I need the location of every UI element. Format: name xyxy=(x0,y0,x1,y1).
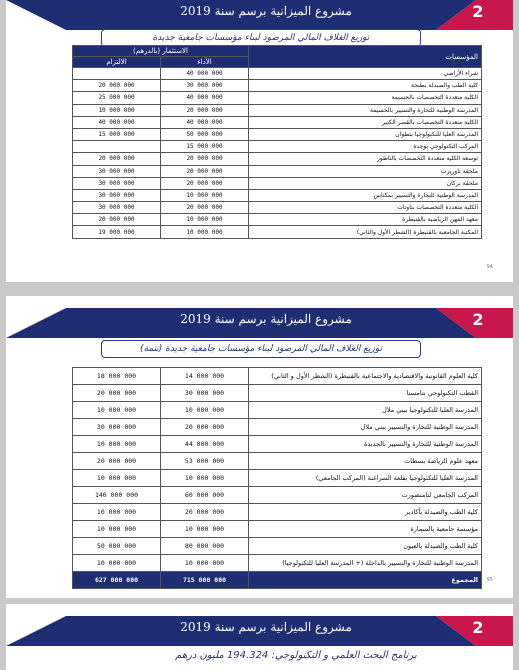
table-row xyxy=(73,116,482,128)
commitment-cell: 10 000 000 xyxy=(73,555,161,572)
institution-cell: المدرسة الوطنية للتجارة والتسيير بالداخلة (+ المدرسة العليا للتكنولوجيا) xyxy=(249,555,482,572)
page-number: 95 xyxy=(486,577,493,583)
institution-cell: المدرسة الوطنية للتجارة والتسيير ببني ملال xyxy=(249,419,482,436)
page-number: 94 xyxy=(486,264,493,270)
institution-cell: شراء الأراضي xyxy=(249,68,482,80)
performance-cell: 10 000 000 xyxy=(161,470,249,487)
performance-cell: 40 000 000 xyxy=(161,92,249,104)
commitment-cell: 20 000 000 xyxy=(73,80,161,92)
commitment-cell: 10 000 000 xyxy=(73,470,161,487)
institution-cell: ملحقة تاوريرت xyxy=(249,165,482,177)
page-banner xyxy=(6,616,513,646)
page-banner xyxy=(6,0,513,30)
performance-cell: 40 000 000 xyxy=(161,116,249,128)
table-row xyxy=(73,521,482,538)
banner-title: مشروع الميزانية برسم سنة 2019 xyxy=(180,312,352,326)
investment-table-body xyxy=(73,368,482,589)
commitment-cell: 10 000 000 xyxy=(73,504,161,521)
commitment-cell: 18 000 000 xyxy=(73,368,161,385)
commitment-cell: 20 000 000 xyxy=(73,214,161,226)
total-performance: 715 000 000 xyxy=(161,572,249,589)
institution-cell: المدرسة الوطنية للتجارة والتسيير بالحسيمة xyxy=(249,104,482,116)
research-program-line: برنامج البحث العلمي و التكنولوجي: 194.324 مليون درهم xyxy=(175,650,417,661)
budget-page-95 xyxy=(6,296,513,598)
institution-cell: المكتبة الجامعية بالقنيطرة (الشطر الأول والثاني) xyxy=(249,226,482,238)
commitment-cell: 10 000 000 xyxy=(73,402,161,419)
commitment-cell: 40 000 000 xyxy=(73,116,161,128)
institution-cell: توسعة الكلية متعددة التخصصات بالناظور xyxy=(249,153,482,165)
performance-cell: 10 000 000 xyxy=(161,226,249,238)
budget-page-96 xyxy=(6,604,513,670)
commitment-cell: 30 000 000 xyxy=(73,189,161,201)
institution-cell: الكلية متعددة التخصصات بالحسيمة xyxy=(249,92,482,104)
table-row xyxy=(73,214,482,226)
commitment-cell: 20 000 000 xyxy=(73,153,161,165)
commitment-cell: 30 000 000 xyxy=(73,419,161,436)
institution-cell: القطب التكنولوجي بتامسنا xyxy=(249,385,482,402)
total-label: المجموع xyxy=(249,572,482,589)
table-row xyxy=(73,385,482,402)
performance-cell: 10 000 000 xyxy=(161,214,249,226)
section-number: 2 xyxy=(472,618,484,637)
performance-cell: 20 000 000 xyxy=(161,419,249,436)
institution-cell: المدرسة العليا للتكنولوجيا بتطوان xyxy=(249,128,482,140)
institution-cell: المدرسة الوطنية للتجارة والتسيير بمكناس xyxy=(249,189,482,201)
institutions-header: المؤسسات xyxy=(249,46,482,68)
performance-cell: 40 000 000 xyxy=(161,68,249,80)
performance-cell: 30 000 000 xyxy=(161,80,249,92)
table-row xyxy=(73,419,482,436)
investment-table xyxy=(72,45,482,239)
commitment-cell: 10 000 000 xyxy=(73,104,161,116)
banner-title: مشروع الميزانية برسم سنة 2019 xyxy=(180,620,352,634)
commitment-cell: 10 000 000 xyxy=(73,436,161,453)
table-row xyxy=(73,436,482,453)
commitment-cell: 15 000 000 xyxy=(73,128,161,140)
performance-cell: 10 000 000 xyxy=(161,402,249,419)
performance-cell: 60 000 000 xyxy=(161,487,249,504)
institution-cell: المركب الجامعي لتامنصورت xyxy=(249,487,482,504)
table-row xyxy=(73,368,482,385)
performance-cell: 20 000 000 xyxy=(161,153,249,165)
investment-table-continued xyxy=(72,367,482,589)
table-row xyxy=(73,538,482,555)
table-subtitle: توزيع الغلاف المالي المرصود لبناء مؤسسات جامعية جديدة (تتمة) xyxy=(101,340,421,358)
performance-cell: 10 000 000 xyxy=(161,189,249,201)
performance-cell: 15 000 000 xyxy=(161,141,249,153)
table-row xyxy=(73,487,482,504)
institution-cell: المدرسة الوطنية للتجارة والتسيير بالجديدة xyxy=(249,436,482,453)
table-row xyxy=(73,202,482,214)
performance-cell: 44 000 000 xyxy=(161,436,249,453)
commitment-cell: 140 000 000 xyxy=(73,487,161,504)
table-row xyxy=(73,141,482,153)
commitment-cell: 20 000 000 xyxy=(73,453,161,470)
section-number: 2 xyxy=(472,310,484,329)
performance-cell: 20 000 000 xyxy=(161,104,249,116)
table-row xyxy=(73,177,482,189)
institution-cell: الكلية متعددة التخصصات بالقصر الكبير xyxy=(249,116,482,128)
banner-title: مشروع الميزانية برسم سنة 2019 xyxy=(180,4,352,18)
institution-cell: كلية الطب والصيدلة بطنجة xyxy=(249,80,482,92)
commitment-cell: 10 000 000 xyxy=(73,521,161,538)
table-row xyxy=(73,165,482,177)
institution-cell: كلية الطب والصيدلة بالعيون xyxy=(249,538,482,555)
commitment-cell: 19 000 000 xyxy=(73,226,161,238)
institution-cell: مؤسسة جامعية بالسمارة xyxy=(249,521,482,538)
table-row xyxy=(73,402,482,419)
institution-cell: ملحقة بركان xyxy=(249,177,482,189)
institution-cell: كلية الطب والصيدلة بأكادير xyxy=(249,504,482,521)
performance-cell: 10 000 000 xyxy=(161,555,249,572)
performance-cell: 20 000 000 xyxy=(161,504,249,521)
table-row xyxy=(73,92,482,104)
budget-page-94 xyxy=(6,0,513,282)
performance-header: الأداء xyxy=(161,57,249,68)
institution-cell: المدرسة العليا للتكنولوجيا بقلعة السراغنة (المركب الجامعي) xyxy=(249,470,482,487)
commitment-cell: 30 000 000 xyxy=(73,177,161,189)
performance-cell: 10 000 000 xyxy=(161,521,249,538)
section-number: 2 xyxy=(472,2,484,21)
performance-cell: 80 000 000 xyxy=(161,538,249,555)
commitment-cell: 50 000 000 xyxy=(73,538,161,555)
performance-cell: 20 000 000 xyxy=(161,177,249,189)
table-row xyxy=(73,68,482,80)
commitment-cell xyxy=(73,141,161,153)
table-row xyxy=(73,453,482,470)
page-banner xyxy=(6,308,513,338)
performance-cell: 50 000 000 xyxy=(161,128,249,140)
commitment-cell: 30 000 000 xyxy=(73,202,161,214)
institution-cell: الكلية متعددة التخصصات بتاونات xyxy=(249,202,482,214)
commitment-cell xyxy=(73,68,161,80)
commitment-header: الالتزام xyxy=(73,57,161,68)
table-row xyxy=(73,80,482,92)
investment-table-body xyxy=(73,68,482,239)
performance-cell: 20 000 000 xyxy=(161,165,249,177)
institution-cell: معهد علوم الرياضة بسطات xyxy=(249,453,482,470)
institution-cell: معهد المهن الرياضية بالقنيطرة xyxy=(249,214,482,226)
commitment-cell: 20 000 000 xyxy=(73,385,161,402)
performance-cell: 53 000 000 xyxy=(161,453,249,470)
table-row xyxy=(73,128,482,140)
table-row xyxy=(73,153,482,165)
table-row xyxy=(73,504,482,521)
total-row xyxy=(73,572,482,589)
performance-cell: 14 000 000 xyxy=(161,368,249,385)
performance-cell: 20 000 000 xyxy=(161,202,249,214)
institution-cell: المركب التكنولوجي بوجدة xyxy=(249,141,482,153)
table-row xyxy=(73,189,482,201)
table-row xyxy=(73,226,482,238)
performance-cell: 30 000 000 xyxy=(161,385,249,402)
commitment-cell: 25 000 000 xyxy=(73,92,161,104)
table-row xyxy=(73,470,482,487)
table-subtitle: توزيع الغلاف المالي المرصود لبناء مؤسسات جامعية جديدة xyxy=(101,29,421,47)
institution-cell: كلية العلوم القانونية والاقتصادية والاجتماعية بالقنيطرة (الشطر الأول و الثاني) xyxy=(249,368,482,385)
total-commitment: 627 000 000 xyxy=(73,572,161,589)
institution-cell: المدرسة العليا للتكنولوجيا ببني ملال xyxy=(249,402,482,419)
investment-header: الاستثمار (بالدرهم) xyxy=(73,46,249,57)
commitment-cell: 30 000 000 xyxy=(73,165,161,177)
table-row xyxy=(73,555,482,572)
table-row xyxy=(73,104,482,116)
